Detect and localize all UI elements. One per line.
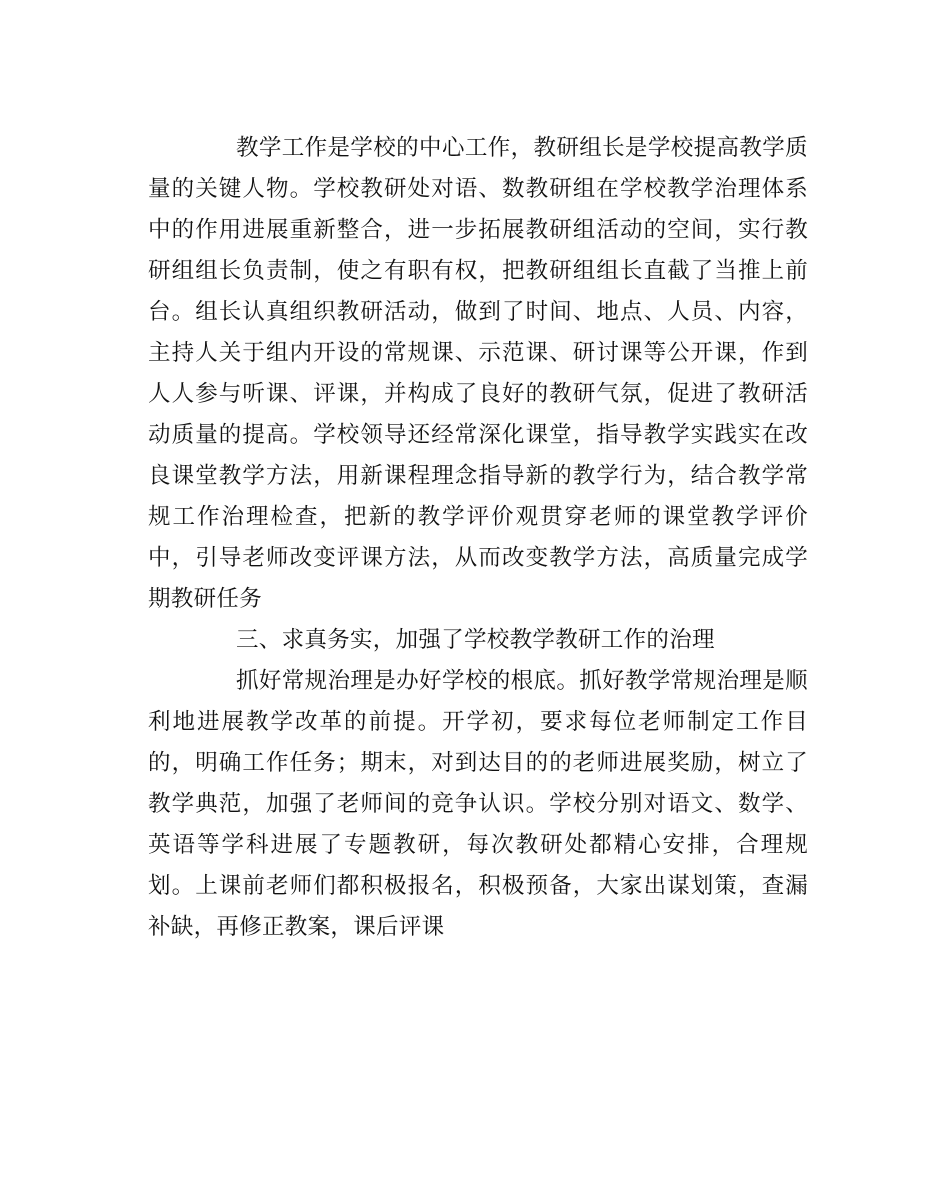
paragraph-teaching-research-groups: 教学工作是学校的中心工作，教研组长是学校提高教学质量的关键人物。学校教研处对语、数教研组在学校教学治理体系中的作用进展重新整合，进一步拓展教研组活动的空间，实行教研组组长负责制，使之有职有权，把教研组组长直截了当推上前台。组长认真组织教研活动，做到了时间、地点、人员、内容，主持人关于组内开设的常规课、示范课、研讨课等公开课，作到人人参与听课、评课，并构成了良好的教研气氛，促进了教研活动质量的提高。学校领导还经常深化课堂，指导教学实践实在改良课堂教学方法，用新课程理念指导新的教学行为，结合教学常规工作治理检查，把新的教学评价观贯穿老师的课堂教学评价中，引导老师改变评课方法，从而改变教学方法，高质量完成学期教研任务 bbox=[148, 135, 808, 612]
body-text bbox=[148, 128, 808, 948]
section-heading-three: 三、求真务实，加强了学校教学教研工作的治理 bbox=[236, 627, 715, 653]
paragraph-routine-management: 抓好常规治理是办好学校的根底。抓好教学常规治理是顺利地进展教学改革的前提。开学初，要求每位老师制定工作目的，明确工作任务；期末，对到达目的的老师进展奖励，树立了教学典范，加强了老师间的竞争认识。学校分别对语文、数学、英语等学科进展了专题教研，每次教研处都精心安排，合理规划。上课前老师们都积极报名，积极预备，大家出谋划策，查漏补缺，再修正教案，课后评课 bbox=[148, 668, 808, 940]
